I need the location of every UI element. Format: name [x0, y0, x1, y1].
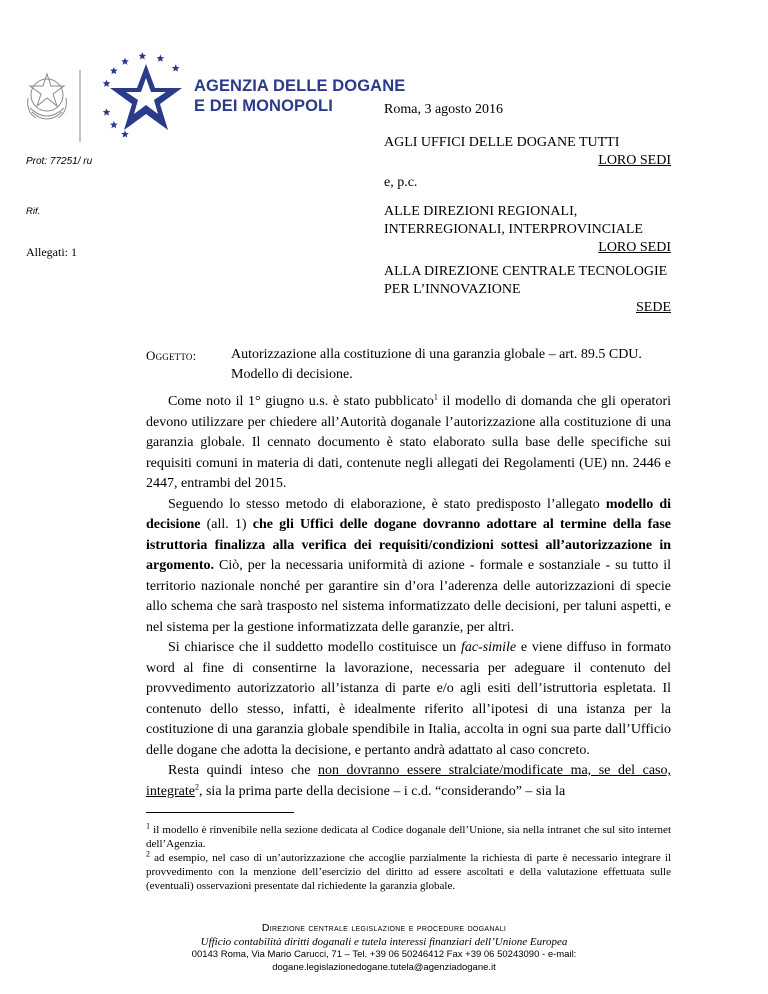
footnote-separator: [146, 812, 294, 813]
logo-small-star: [103, 108, 111, 115]
agency-name: [194, 76, 405, 116]
addressee-sede: LORO SEDI: [598, 153, 671, 168]
logo-small-star: [110, 67, 118, 74]
addressee-sede: SEDE: [636, 300, 671, 315]
addressee-line: ALLE DIREZIONI REGIONALI,: [384, 204, 578, 219]
footnotes: [146, 823, 671, 893]
footnote: $^1$ il modello è rinvenibile nella sezione dedicata al Codice doganale dell’Unione, sia nella intranet che sul sito internet dell’Agenzia.: [146, 821, 671, 850]
footnote: $^2$ ad esempio, nel caso di un’autorizzazione che accoglie parzialmente la richiesta di parte è necessario integrare il provvedimento con la menzione dell’esercizio del diritto ad essere ascoltati e della valutazione effettuata sulle (eventuali) osservazioni presentate dal richiedente la garanzia globale.: [146, 849, 671, 892]
logo-small-star: [103, 80, 111, 87]
logo-small-star: [172, 64, 180, 71]
addressee-line: e, p.c.: [384, 175, 418, 190]
footnote-ref: 2: [194, 781, 199, 791]
body-paragraph: Resta quindi inteso che non dovranno essere stralciate/modificate ma, se del caso, integrate$^2$, sia la prima parte della decisione – i c.d. “considerando” – sia la: [146, 763, 671, 799]
reference-label: Rif.: [26, 206, 41, 217]
footnote-ref: 1: [433, 392, 438, 402]
page-footer: [100, 921, 668, 974]
footer-address: 00143 Roma, Via Mario Carucci, 71 – Tel. +39 06 50246412 Fax +39 06 50243090 - e-mail:: [191, 949, 577, 960]
addressee-line: AGLI UFFICI DELLE DOGANE TUTTI: [384, 135, 620, 150]
agency-name-line1: AGENZIA DELLE DOGANE: [194, 77, 406, 95]
logo-small-star: [110, 121, 118, 128]
letter-date: Roma, 3 agosto 2016: [384, 102, 503, 117]
addressee-direzioni: [384, 203, 671, 257]
body-paragraph: Si chiarisce che il suddetto modello costituisce un fac-simile e viene diffuso in formato word al fine di consentirne la lavorazione, necessaria per adeguare il contenuto del provvedimento autorizzatorio all’istanza di parte e/o agli esiti dell’istruttoria espletata. Il contenuto dello stesso, infatti, è idealmente riferito all’ipotesi di una istanza per la costituzione di una garanzia globale spendibile in Italia, accolta in ogni sua parte dall’Ufficio delle dogane che adotta la decisione, e pertanto andrà adattato al caso concreto.: [146, 640, 671, 758]
addressee-line: ALLA DIREZIONE CENTRALE TECNOLOGIE: [384, 264, 668, 279]
attachments-label: Allegati: 1: [26, 245, 77, 259]
agency-name-line2: E DEI MONOPOLI: [194, 97, 333, 115]
addressee-line: INTERREGIONALI, INTERPROVINCIALE: [384, 222, 643, 237]
letter-body: [146, 392, 671, 802]
body-paragraph: Seguendo lo stesso metodo di elaborazione, è stato predisposto l’allegato modello di decisione (all. 1) che gli Uffici delle dogane dovranno adottare al termine della fase istruttoria finalizza alla verifica dei requisiti/condizioni sottesi all’autorizzazione in argomento. Ciò, per la necessaria uniformità di azione - formale e sostanziale - su tutto il territorio nazionale nonché per garantire sin d’ora l’aderenza delle autorizzazioni di specie allo schema che sarà trasposto nel sistema informatizzato delle decisioni, per taluni aspetti, e nel sistema per la gestione informatizzata delle garanzie, per altri.: [146, 496, 671, 635]
footer-email: dogane.legislazionedogane.tutela@agenziadogane.it: [272, 961, 496, 973]
addressee-line: PER L’INNOVAZIONE: [384, 282, 521, 297]
footer-office: Ufficio contabilità diritti doganali e tutela interessi finanziari dell’Unione Europea: [200, 936, 568, 948]
subject-text: Autorizzazione alla costituzione di una garanzia globale – art. 89.5 CDU. Modello di decisione.: [231, 347, 642, 382]
subject-label: Oggetto:: [146, 348, 197, 363]
body-paragraph: Come noto il 1° giugno u.s. è stato pubblicato$^1$ il modello di domanda che gli operatori devono utilizzare per chiedere all’Autorità doganale l’autorizzazione alla costituzione di una garanzia globale. Il cennato documento è stato elaborato sulla base delle specifiche sui requisiti comuni in materia di dati, contenute negli allegati dei Regolamenti (UE) nn. 2446 e 2447, entrambi del 2015.: [146, 392, 671, 491]
addressee-uffici: [384, 134, 671, 170]
agency-star-logo: [78, 52, 208, 142]
protocol-number: Prot: 77251/ ru: [26, 156, 93, 167]
addressee-cc: [384, 174, 671, 192]
logo-small-star: [157, 55, 165, 62]
logo-small-star: [121, 130, 129, 137]
addressee-sede: LORO SEDI: [598, 240, 671, 255]
logo-small-star: [121, 58, 129, 65]
footer-direction: Direzione centrale legislazione e procedure doganali: [261, 922, 507, 934]
republic-emblem-icon: [22, 68, 72, 128]
logo-small-star: [139, 52, 147, 59]
addressee-tecnologie: [384, 263, 671, 317]
